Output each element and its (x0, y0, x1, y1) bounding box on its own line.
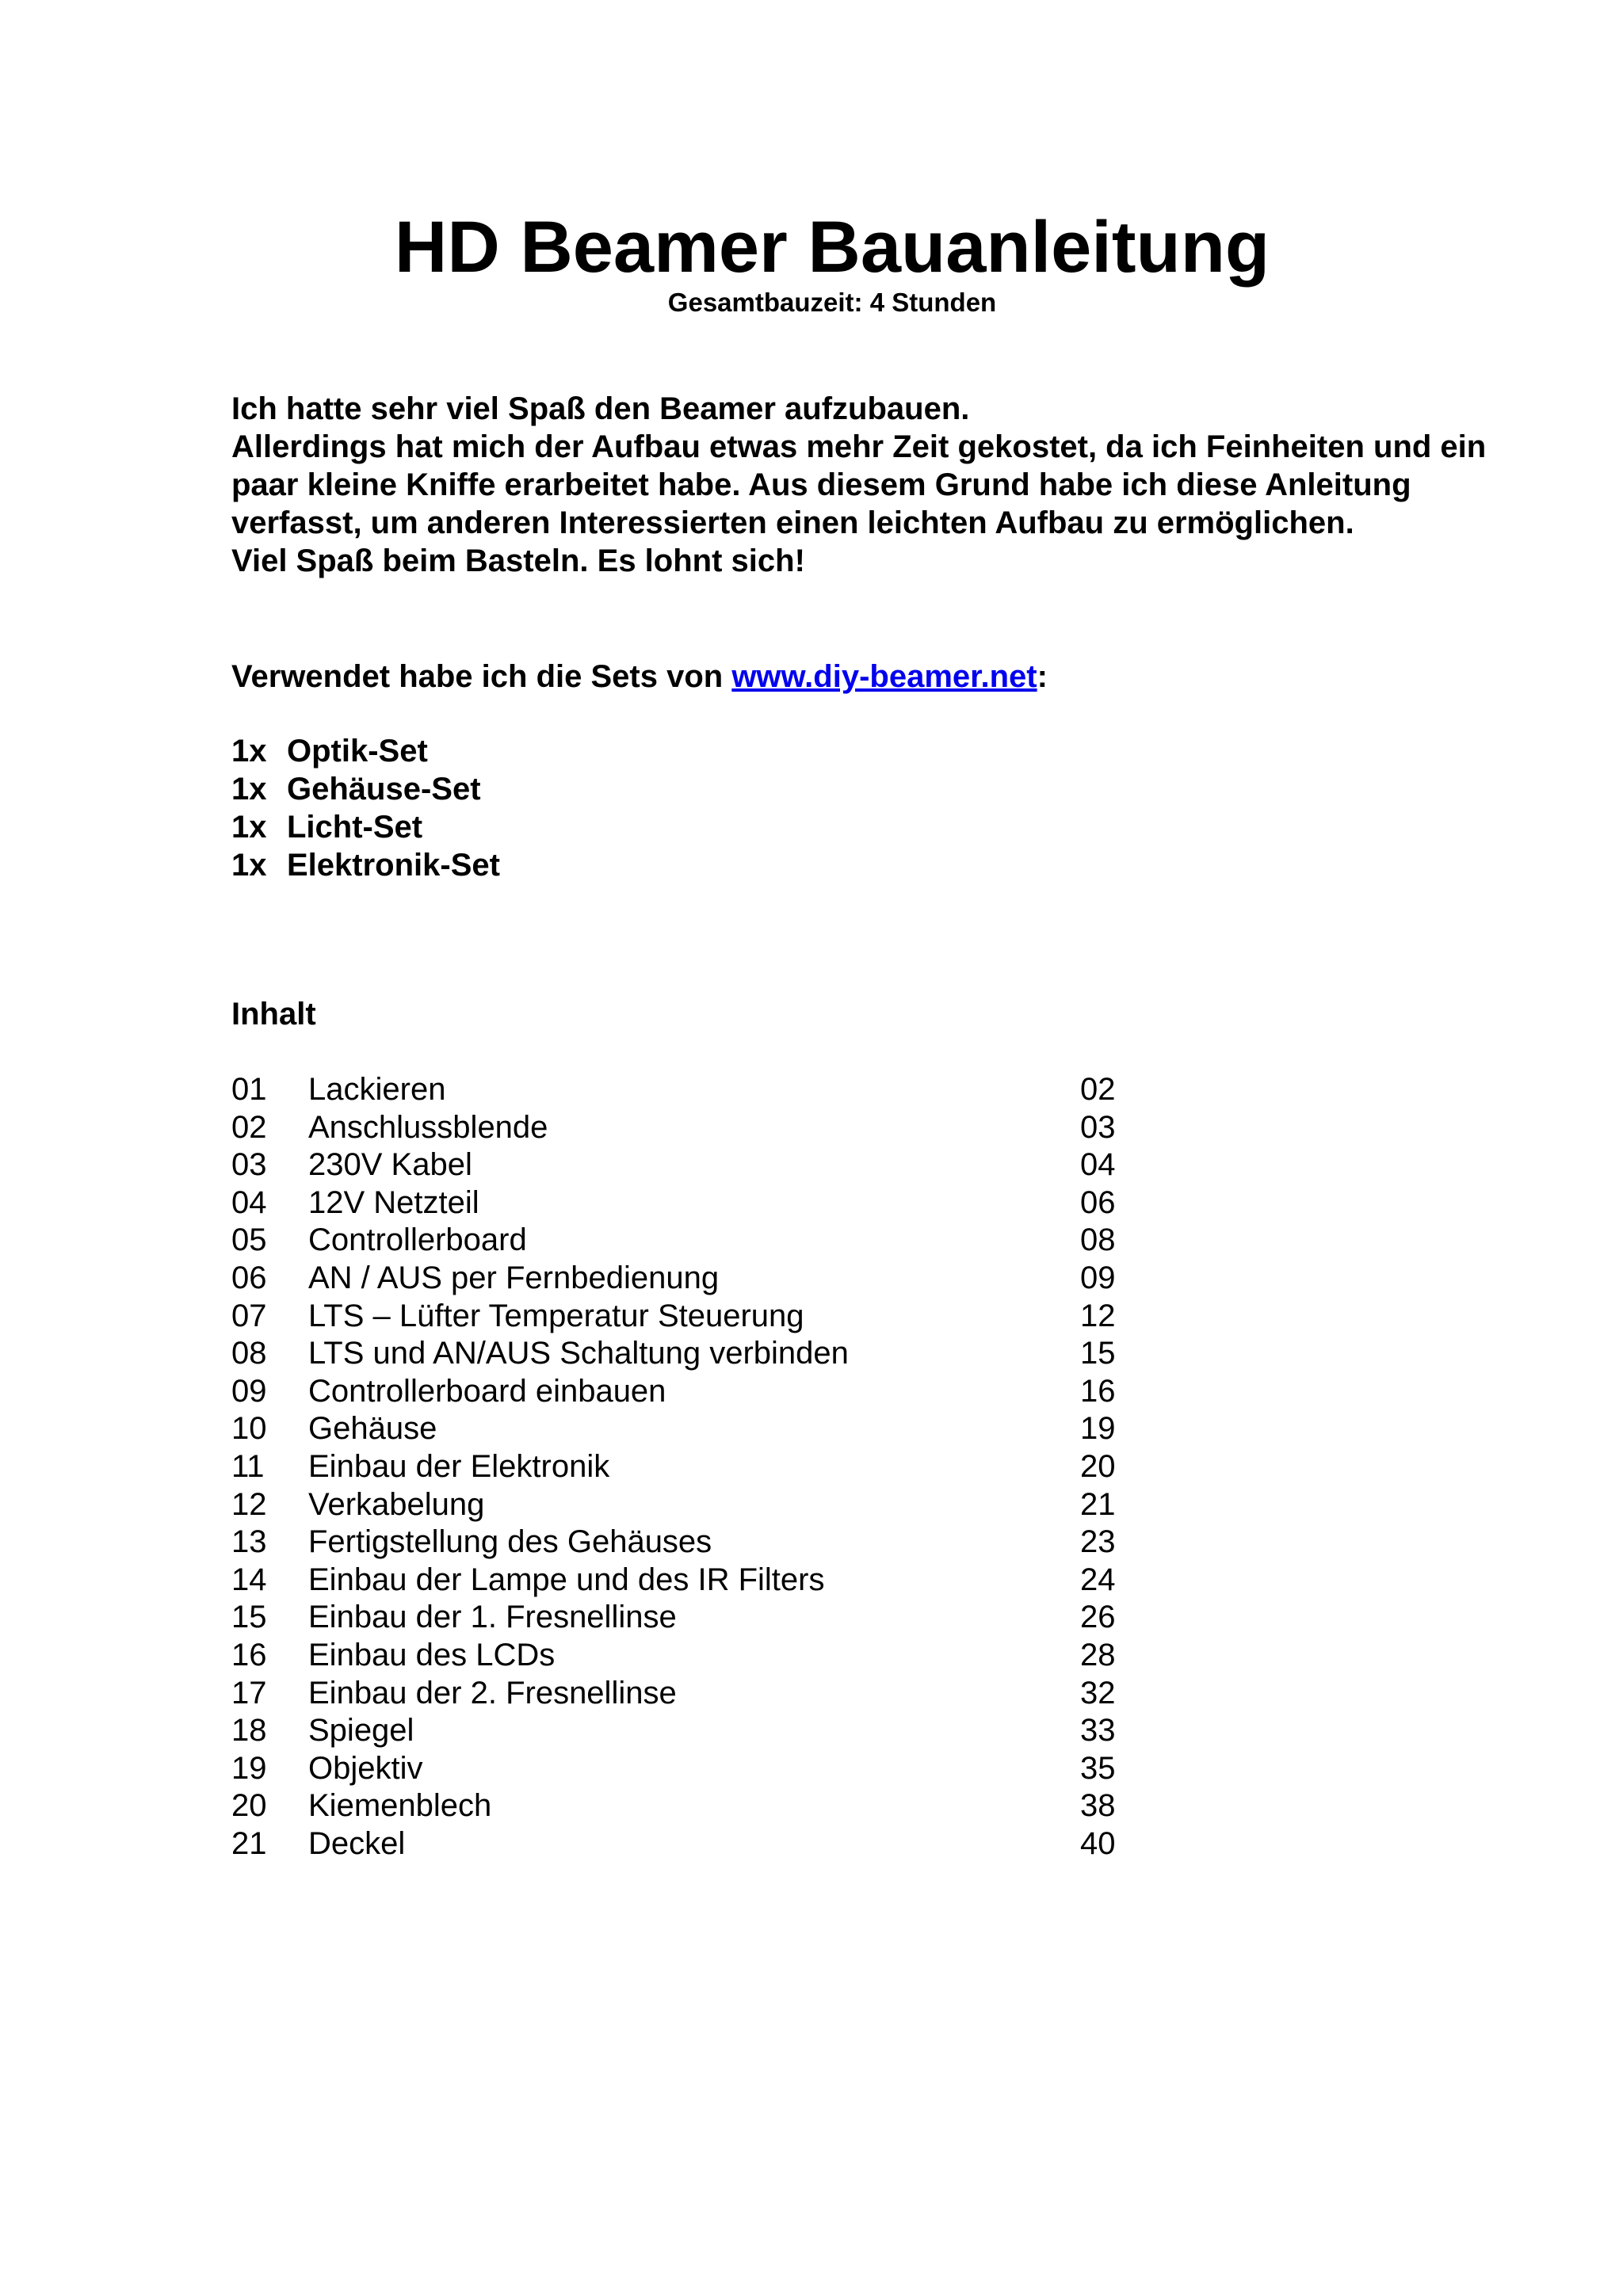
kit-item (231, 770, 500, 808)
toc-entry-page: 20 (1080, 1448, 1116, 1484)
intro-line: Viel Spaß beim Basteln. Es lohnt sich! (231, 543, 805, 578)
toc-entry (231, 1146, 1128, 1184)
toc-heading: Inhalt (231, 997, 316, 1032)
toc-entry-page: 33 (1080, 1713, 1116, 1749)
sets-intro-text: Verwendet habe ich die Sets von (231, 659, 732, 694)
toc-entry (231, 1448, 1128, 1486)
toc-entry-number: 21 (231, 1825, 267, 1861)
toc-entry-title: Gehäuse (308, 1411, 437, 1447)
intro-line: Allerdings hat mich der Aufbau etwas mehr Zeit gekostet, da ich Feinheiten und ein paar kleine Kniffe erarbeitet habe. Aus diesem Grund habe ich diese Anleitung verfasst, um anderen Interessierten einen leichten Aufbau zu ermöglichen. (231, 429, 1487, 540)
kit-quantity: 1x (231, 772, 267, 807)
toc-entry-title: Lackieren (308, 1072, 446, 1107)
kit-quantity: 1x (231, 810, 267, 845)
toc-entry (231, 1712, 1128, 1750)
toc-entry (231, 1675, 1128, 1713)
toc-entry (231, 1825, 1128, 1863)
toc-entry-number: 13 (231, 1524, 267, 1560)
toc-entry-page: 15 (1080, 1336, 1116, 1371)
toc-entry-page: 40 (1080, 1825, 1116, 1861)
toc-entry-title: Spiegel (308, 1713, 414, 1749)
toc-entry-title: Deckel (308, 1825, 406, 1861)
toc-entry-number: 14 (231, 1562, 267, 1597)
toc-entry-number: 08 (231, 1336, 267, 1371)
toc-entry-page: 23 (1080, 1524, 1116, 1560)
toc-entry (231, 1524, 1128, 1562)
toc-entry-number: 09 (231, 1373, 267, 1409)
toc-entry-page: 26 (1080, 1600, 1116, 1635)
toc-entry-title: Controllerboard einbauen (308, 1373, 666, 1409)
toc-entry (231, 1599, 1128, 1637)
toc-entry-title: AN / AUS per Fernbedienung (308, 1260, 720, 1295)
toc-entry-title: LTS – Lüfter Temperatur Steuerung (308, 1298, 804, 1333)
toc-entry-page: 28 (1080, 1637, 1116, 1672)
toc-entry-title: Objektiv (308, 1750, 423, 1786)
toc-entry (231, 1562, 1128, 1600)
kit-quantity: 1x (231, 734, 267, 769)
toc-entry-title: Verkabelung (308, 1486, 485, 1522)
toc-entry-page: 32 (1080, 1675, 1116, 1711)
toc-entry (231, 1410, 1128, 1448)
kit-item (231, 846, 500, 884)
toc-entry-page: 09 (1080, 1260, 1116, 1295)
kit-name: Gehäuse-Set (287, 772, 481, 807)
table-of-contents (231, 1071, 1128, 1863)
toc-entry-page: 16 (1080, 1373, 1116, 1409)
toc-entry-page: 06 (1080, 1184, 1116, 1220)
toc-entry-page: 21 (1080, 1486, 1116, 1522)
toc-entry-title: Fertigstellung des Gehäuses (308, 1524, 712, 1560)
toc-entry-page: 08 (1080, 1222, 1116, 1258)
kit-name: Licht-Set (287, 810, 423, 845)
toc-entry-title: Einbau der 2. Fresnellinse (308, 1675, 677, 1711)
sets-line (231, 658, 1531, 696)
toc-entry (231, 1373, 1128, 1411)
toc-entry (231, 1260, 1128, 1298)
toc-entry-page: 12 (1080, 1298, 1116, 1333)
kit-list (231, 732, 500, 884)
kit-quantity: 1x (231, 848, 267, 883)
toc-entry-page: 19 (1080, 1411, 1116, 1447)
toc-entry (231, 1298, 1128, 1336)
kit-name: Elektronik-Set (287, 848, 500, 883)
toc-entry-number: 02 (231, 1109, 267, 1145)
toc-entry (231, 1109, 1128, 1147)
toc-entry-title: LTS und AN/AUS Schaltung verbinden (308, 1336, 849, 1371)
toc-entry (231, 1637, 1128, 1675)
toc-entry-number: 17 (231, 1675, 267, 1711)
kit-name: Optik-Set (287, 734, 428, 769)
toc-entry-number: 16 (231, 1637, 267, 1672)
toc-entry-number: 20 (231, 1788, 267, 1824)
toc-entry-number: 11 (231, 1448, 265, 1484)
toc-entry-number: 06 (231, 1260, 267, 1295)
toc-entry-title: Kiemenblech (308, 1788, 492, 1824)
toc-entry-page: 35 (1080, 1750, 1116, 1786)
toc-entry-page: 38 (1080, 1788, 1116, 1824)
toc-entry (231, 1486, 1128, 1524)
toc-entry-number: 03 (231, 1147, 267, 1183)
toc-entry-title: Anschlussblende (308, 1109, 548, 1145)
toc-entry-page: 02 (1080, 1072, 1116, 1107)
intro-text (231, 390, 1531, 580)
toc-entry-title: 230V Kabel (308, 1147, 472, 1183)
toc-entry-page: 04 (1080, 1147, 1116, 1183)
toc-entry-number: 12 (231, 1486, 267, 1522)
toc-entry-number: 05 (231, 1222, 267, 1258)
toc-entry-page: 03 (1080, 1109, 1116, 1145)
diy-beamer-link[interactable]: www.diy-beamer.net (731, 659, 1037, 694)
kit-item (231, 808, 500, 846)
toc-entry (231, 1335, 1128, 1373)
toc-entry-number: 15 (231, 1600, 267, 1635)
page-subtitle: Gesamtbauzeit: 4 Stunden (667, 288, 997, 317)
toc-entry-number: 18 (231, 1713, 267, 1749)
toc-entry-title: Einbau der Elektronik (308, 1448, 610, 1484)
toc-entry (231, 1222, 1128, 1260)
toc-entry-number: 01 (231, 1072, 267, 1107)
toc-entry-number: 19 (231, 1750, 267, 1786)
toc-entry-number: 07 (231, 1298, 267, 1333)
toc-entry-title: Einbau der Lampe und des IR Filters (308, 1562, 825, 1597)
page-title: HD Beamer Bauanleitung (394, 207, 1270, 288)
kit-item (231, 732, 500, 770)
toc-entry (231, 1787, 1128, 1825)
toc-entry-title: Einbau des LCDs (308, 1637, 556, 1672)
toc-entry-title: Einbau der 1. Fresnellinse (308, 1600, 677, 1635)
toc-entry-title: 12V Netzteil (308, 1184, 479, 1220)
intro-line: Ich hatte sehr viel Spaß den Beamer aufzubauen. (231, 391, 970, 426)
toc-entry (231, 1750, 1128, 1788)
toc-entry (231, 1184, 1128, 1222)
sets-suffix: : (1037, 659, 1048, 694)
toc-entry-number: 10 (231, 1411, 267, 1447)
toc-entry-number: 04 (231, 1184, 267, 1220)
toc-entry-page: 24 (1080, 1562, 1116, 1597)
toc-entry-title: Controllerboard (308, 1222, 527, 1258)
toc-entry (231, 1071, 1128, 1109)
